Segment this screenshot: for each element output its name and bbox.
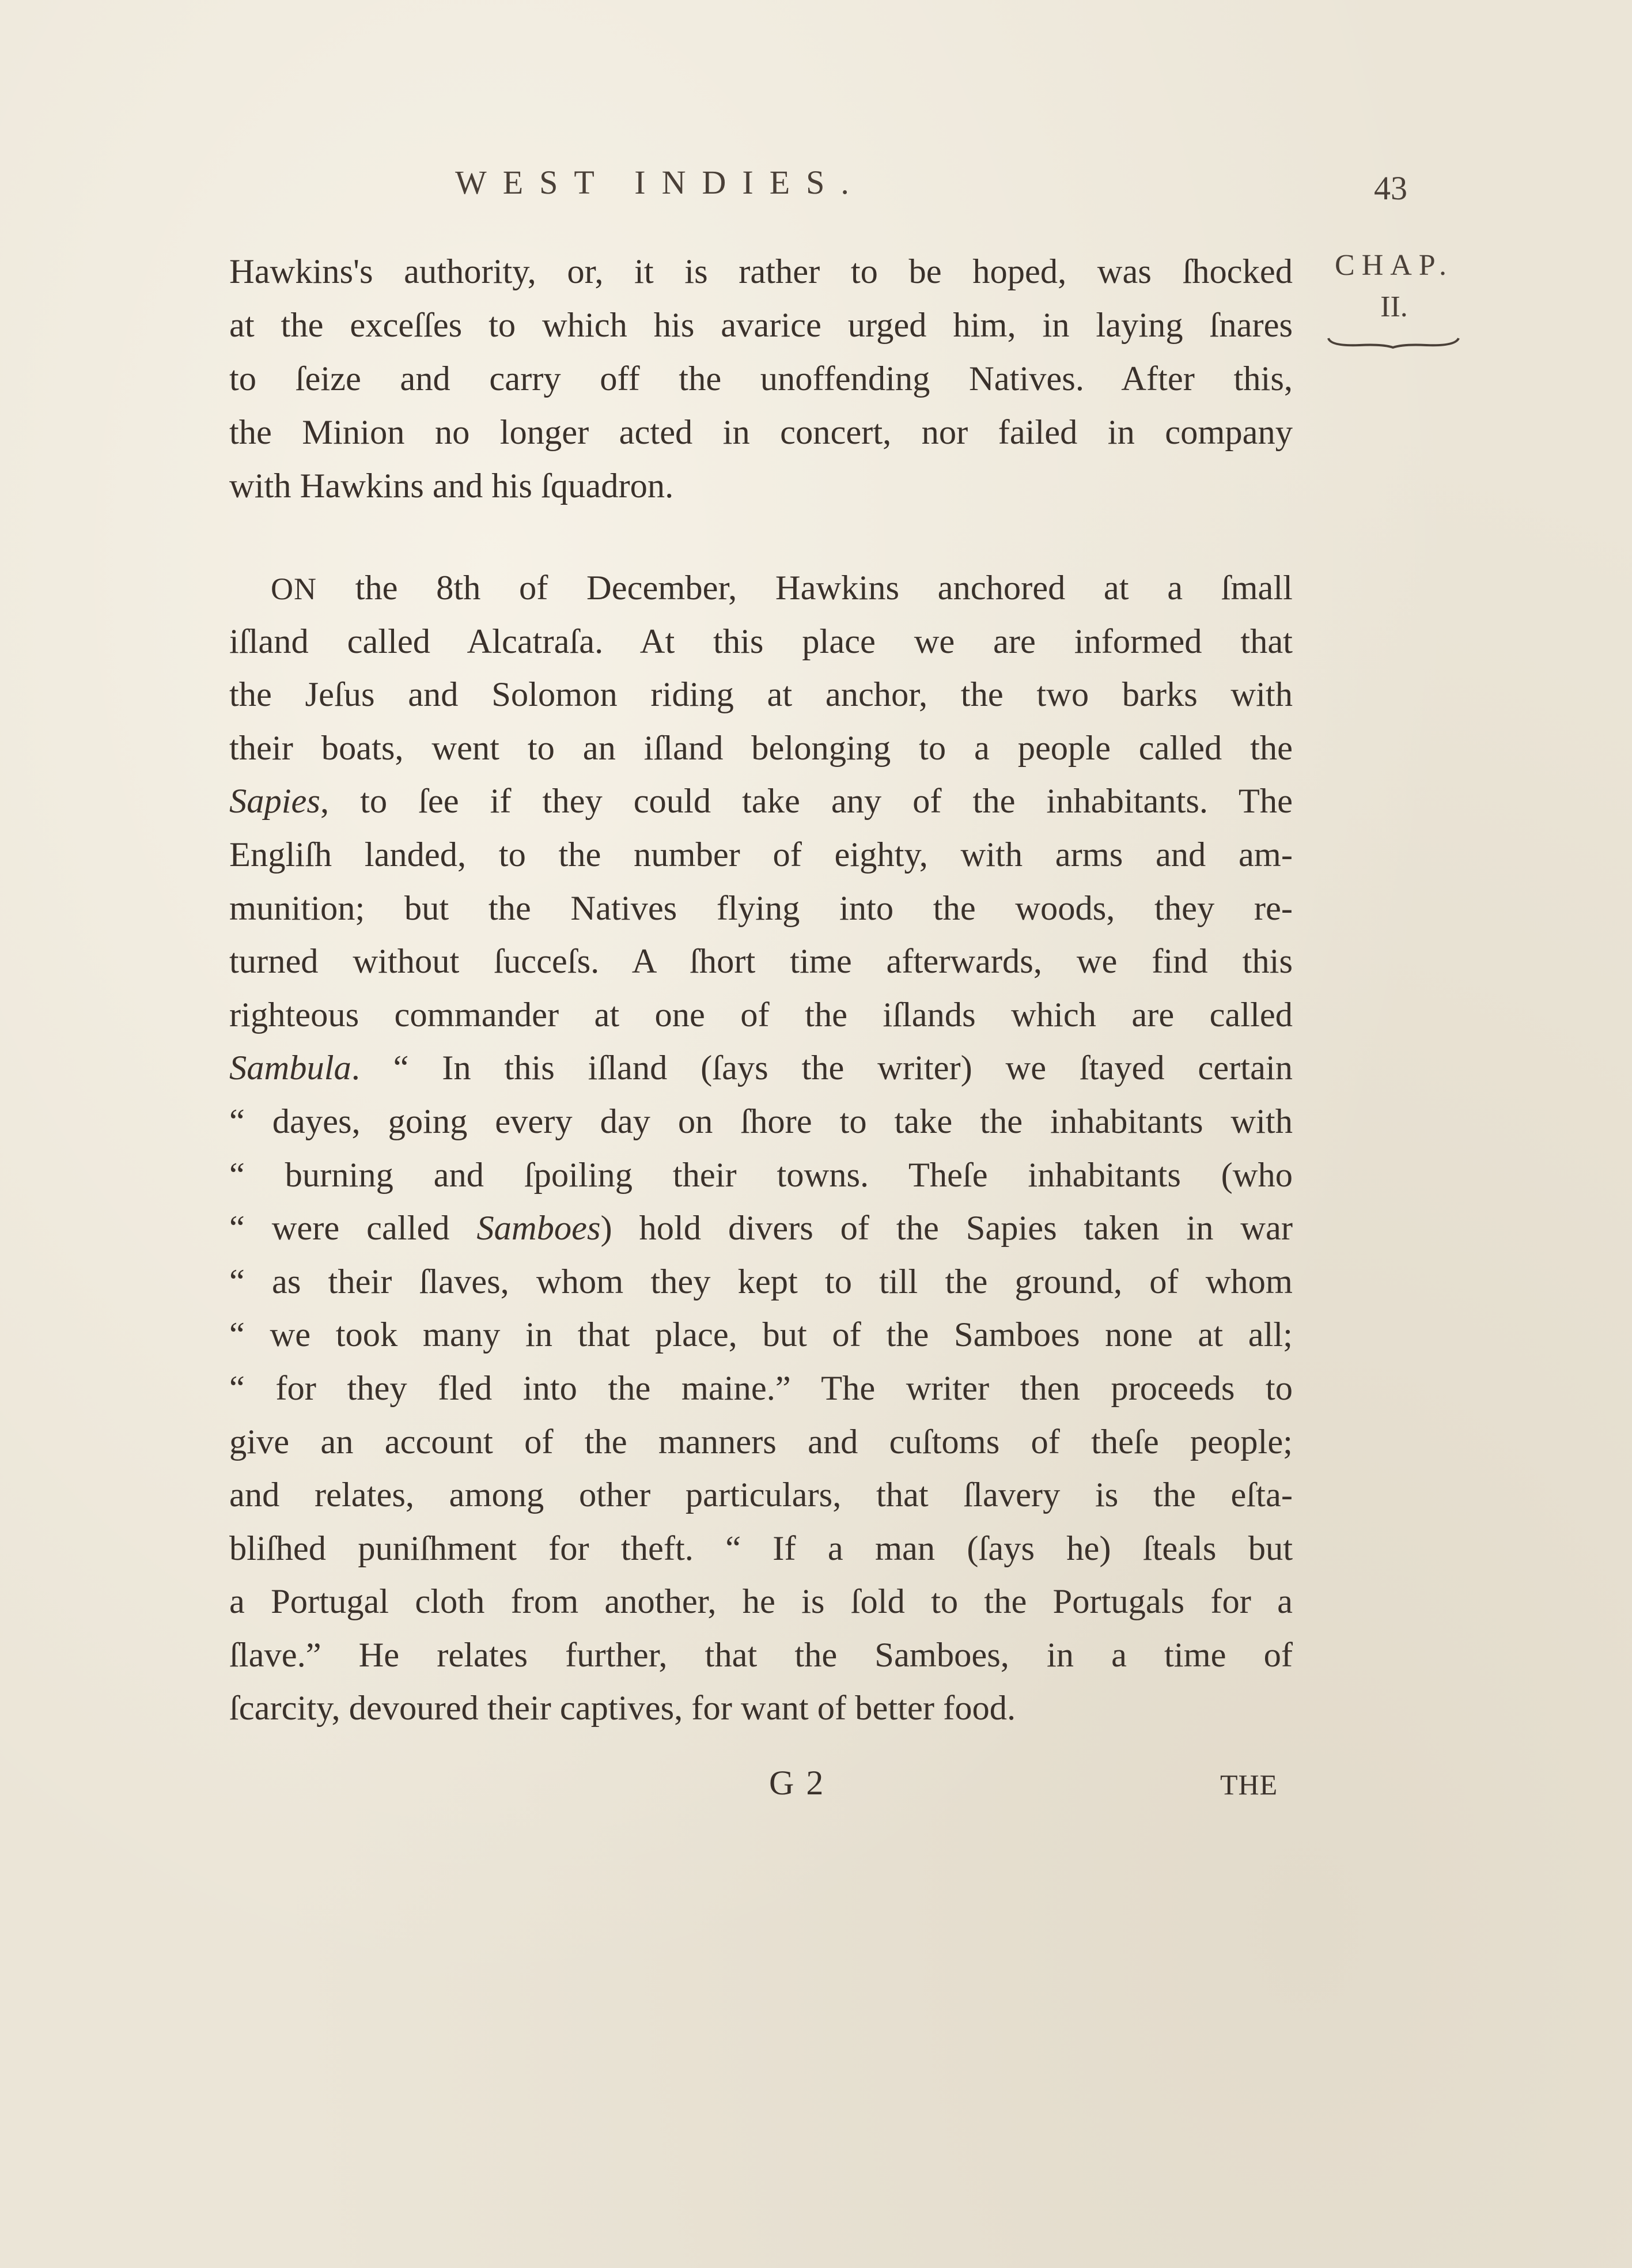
text-line: at the exceſſes to which his avarice urged him, in laying ſnares — [229, 306, 1293, 345]
text-line: “ dayes, going every day on ſhore to take the inhabitants with — [229, 1102, 1293, 1141]
text-line: Hawkins's authority, or, it is rather to be hoped, was ſhocked — [229, 252, 1293, 291]
paragraph-1 — [229, 245, 1293, 513]
text-line — [229, 1042, 1293, 1095]
text-line: ſcarcity, devoured their captives, for want of better food. — [229, 1689, 1016, 1728]
italic-word: Samboes — [476, 1209, 601, 1248]
text-line: munition; but the Natives flying into the woods, they re- — [229, 889, 1293, 928]
text-line: “ burning and ſpoiling their towns. Theſe inhabitants (who — [229, 1155, 1293, 1195]
text-line: turned without ſucceſs. A ſhort time afterwards, we find this — [229, 942, 1293, 981]
text-line: the Minion no longer acted in concert, nor failed in company — [229, 413, 1293, 452]
text-line: “ we took many in that place, but of the Samboes none at all; — [229, 1316, 1293, 1355]
text-run: ) hold divers of the Sapies taken in war — [600, 1209, 1293, 1248]
chapter-label: CHAP. — [1335, 249, 1453, 282]
text-line: ſlave.” He relates further, that the Samboes, in a time of — [229, 1635, 1293, 1674]
drop-word: ON — [271, 572, 317, 606]
text-line: Engliſh landed, to the number of eighty, with arms and am- — [229, 835, 1293, 874]
chapter-margin-note — [1316, 245, 1472, 351]
text-run: “ were called — [229, 1209, 477, 1248]
text-line: bliſhed puniſhment for theft. “ If a man (ſays he) ſteals but — [229, 1529, 1293, 1568]
signature-mark: G 2 — [769, 1764, 826, 1802]
running-title: WEST INDIES. — [455, 164, 865, 201]
text-line: their boats, went to an iſland belonging to a people called the — [229, 728, 1293, 768]
italic-word: Sambula — [229, 1049, 351, 1088]
chapter-number: II. — [1380, 290, 1408, 323]
text-run: . “ In this iſland (ſays the writer) we ſtayed certain — [351, 1049, 1293, 1088]
text-line: give an account of the manners and cuſtoms of theſe people; — [229, 1422, 1293, 1461]
text-line: iſland called Alcatraſa. At this place we are informed that — [229, 622, 1293, 661]
text-line: to ſeize and carry off the unoffending Natives. After this, — [229, 360, 1293, 398]
catchword-text: THE — [1220, 1768, 1278, 1801]
text-line: righteous commander at one of the iſlands which are called — [229, 995, 1293, 1034]
brace-ornament-icon — [1325, 334, 1463, 351]
text-run: the 8th of December, Hawkins anchored at a ſmall — [355, 569, 1293, 607]
text-run: , to ſee if they could take any of the inhabitants. The — [320, 782, 1293, 821]
text-line: a Portugal cloth from another, he is ſold to the Portugals for a — [229, 1582, 1293, 1621]
paragraph-2 — [229, 562, 1293, 1736]
text-line: the Jeſus and Solomon riding at anchor, the two barks with — [229, 675, 1293, 715]
italic-word: Sapies — [229, 782, 320, 821]
text-line: with Hawkins and his ſquadron. — [229, 467, 674, 505]
catchword — [1220, 1763, 1278, 1803]
text-line — [229, 775, 1293, 829]
page-number: 43 — [1374, 169, 1407, 207]
text-line: “ as their ſlaves, whom they kept to till the ground, of whom — [229, 1262, 1293, 1301]
text-line — [229, 1202, 1293, 1256]
text-line: “ for they fled into the maine.” The writer then proceeds to — [229, 1369, 1293, 1408]
text-line — [229, 562, 1293, 615]
text-line: and relates, among other particulars, that ſlavery is the eſta- — [229, 1476, 1293, 1515]
